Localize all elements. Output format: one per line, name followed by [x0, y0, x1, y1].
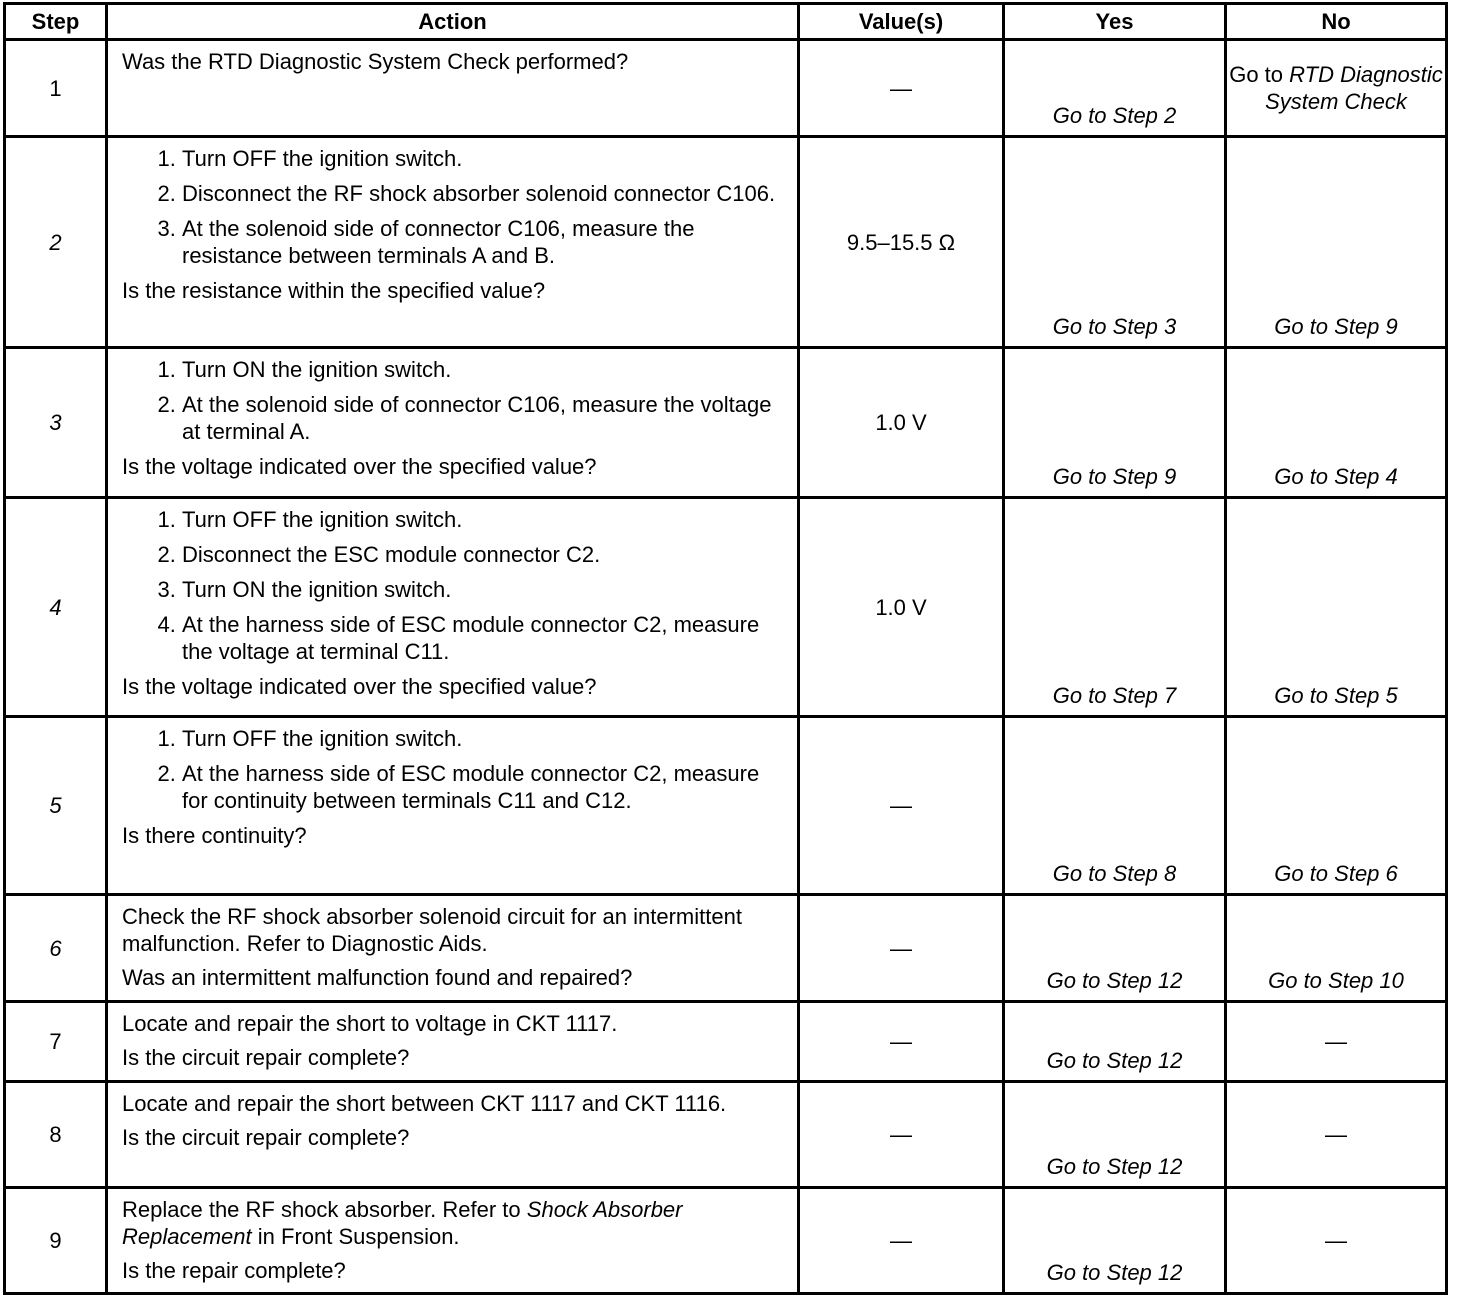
yes-cell: Go to Step 8	[1004, 717, 1226, 895]
action-step: 3. At the solenoid side of connector C106, measure the resistance between terminals A and B.	[182, 215, 783, 269]
table-row-step-7	[5, 1002, 1447, 1082]
action-step: 1. Turn ON the ignition switch.	[182, 356, 783, 383]
action-step: 2. At the harness side of ESC module connector C2, measure for continuity between terminals C11 and C12.	[182, 760, 783, 814]
step-number: 8	[5, 1082, 107, 1188]
no-cell: Go to Step 9	[1226, 137, 1447, 348]
yes-cell: Go to Step 3	[1004, 137, 1226, 348]
value-cell: —	[799, 1188, 1004, 1294]
action-instruction: Check the RF shock absorber solenoid circuit for an intermittent malfunction. Refer to Diagnostic Aids.	[122, 904, 742, 956]
reference-link: Shock Absorber Replacement	[122, 1197, 683, 1249]
action-question: Is the voltage indicated over the specified value?	[122, 454, 597, 479]
diagnostic-table	[3, 2, 1448, 1295]
action-step: 1. Turn OFF the ignition switch.	[182, 145, 783, 172]
step-number: 2	[5, 137, 107, 348]
no-cell	[1226, 40, 1447, 137]
action-question: Is the voltage indicated over the specified value?	[122, 674, 597, 699]
no-cell: —	[1226, 1188, 1447, 1294]
header-values: Value(s)	[799, 4, 1004, 40]
action-step: 3. Turn ON the ignition switch.	[182, 576, 783, 603]
action-question: Is the circuit repair complete?	[122, 1125, 410, 1150]
header-step: Step	[5, 4, 107, 40]
step-number: 6	[5, 895, 107, 1002]
action-cell	[107, 895, 799, 1002]
action-instruction	[122, 1196, 783, 1250]
value-cell: 1.0 V	[799, 348, 1004, 498]
table-row-step-1	[5, 40, 1447, 137]
action-question: Is the resistance within the specified value?	[122, 278, 546, 303]
action-cell	[107, 717, 799, 895]
action-question: Is the repair complete?	[122, 1258, 346, 1283]
action-step: 2. At the solenoid side of connector C106, measure the voltage at terminal A.	[182, 391, 783, 445]
action-instruction: Locate and repair the short to voltage in CKT 1117.	[122, 1011, 618, 1036]
action-question: Was the RTD Diagnostic System Check performed?	[122, 49, 629, 74]
value-cell: —	[799, 1002, 1004, 1082]
yes-cell: Go to Step 12	[1004, 1188, 1226, 1294]
action-steps	[122, 356, 783, 445]
table-row-step-6	[5, 895, 1447, 1002]
step-number: 4	[5, 498, 107, 717]
yes-cell: Go to Step 7	[1004, 498, 1226, 717]
table-row-step-5	[5, 717, 1447, 895]
value-cell: —	[799, 717, 1004, 895]
no-link: RTD Diagnostic System Check	[1265, 62, 1443, 114]
action-cell	[107, 137, 799, 348]
header-no: No	[1226, 4, 1447, 40]
table-row-step-9	[5, 1188, 1447, 1294]
value-cell: —	[799, 1082, 1004, 1188]
action-cell	[107, 348, 799, 498]
action-question: Is there continuity?	[122, 823, 307, 848]
table-row-step-4	[5, 498, 1447, 717]
action-cell	[107, 1002, 799, 1082]
no-prefix: Go to	[1229, 62, 1284, 87]
action-question: Was an intermittent malfunction found and repaired?	[122, 965, 633, 990]
action-step: 1. Turn OFF the ignition switch.	[182, 506, 783, 533]
step-number: 3	[5, 348, 107, 498]
value-cell: 9.5–15.5 Ω	[799, 137, 1004, 348]
no-cell: Go to Step 10	[1226, 895, 1447, 1002]
no-cell: Go to Step 4	[1226, 348, 1447, 498]
yes-cell: Go to Step 9	[1004, 348, 1226, 498]
value-cell: —	[799, 895, 1004, 1002]
step-number: 9	[5, 1188, 107, 1294]
step-number: 5	[5, 717, 107, 895]
header-action: Action	[107, 4, 799, 40]
step-number: 7	[5, 1002, 107, 1082]
action-steps	[122, 506, 783, 665]
action-step: 4. At the harness side of ESC module connector C2, measure the voltage at terminal C11.	[182, 611, 783, 665]
no-cell: Go to Step 5	[1226, 498, 1447, 717]
instruction-text: in Front Suspension.	[257, 1224, 460, 1249]
action-step: 2. Disconnect the RF shock absorber solenoid connector C106.	[182, 180, 783, 207]
header-row	[5, 4, 1447, 40]
action-steps	[122, 145, 783, 269]
instruction-text: Replace the RF shock absorber. Refer to	[122, 1197, 521, 1222]
no-cell: —	[1226, 1082, 1447, 1188]
action-cell	[107, 40, 799, 137]
yes-cell: Go to Step 12	[1004, 1082, 1226, 1188]
action-steps	[122, 725, 783, 814]
action-question: Is the circuit repair complete?	[122, 1045, 410, 1070]
action-step: 1. Turn OFF the ignition switch.	[182, 725, 783, 752]
action-cell	[107, 1188, 799, 1294]
step-number: 1	[5, 40, 107, 137]
table-row-step-2	[5, 137, 1447, 348]
value-cell: 1.0 V	[799, 498, 1004, 717]
action-cell	[107, 1082, 799, 1188]
header-yes: Yes	[1004, 4, 1226, 40]
value-cell: —	[799, 40, 1004, 137]
table-row-step-8	[5, 1082, 1447, 1188]
yes-cell: Go to Step 12	[1004, 1002, 1226, 1082]
no-cell: —	[1226, 1002, 1447, 1082]
table-row-step-3	[5, 348, 1447, 498]
yes-cell: Go to Step 2	[1004, 40, 1226, 137]
action-instruction: Locate and repair the short between CKT 1117 and CKT 1116.	[122, 1091, 727, 1116]
action-cell	[107, 498, 799, 717]
action-step: 2. Disconnect the ESC module connector C2.	[182, 541, 783, 568]
no-cell: Go to Step 6	[1226, 717, 1447, 895]
yes-cell: Go to Step 12	[1004, 895, 1226, 1002]
